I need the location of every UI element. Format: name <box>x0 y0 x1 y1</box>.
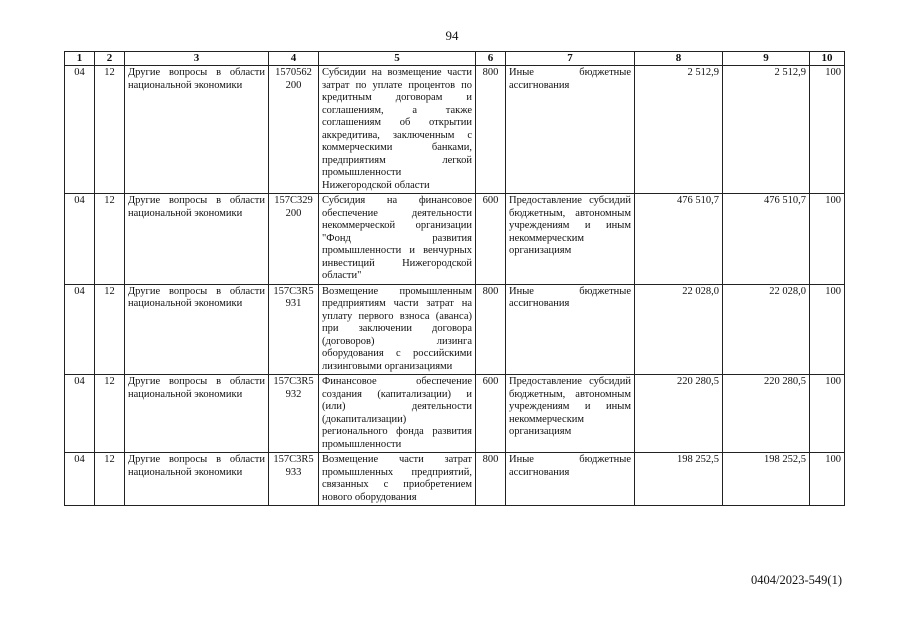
subsection-code: 12 <box>95 284 125 375</box>
article-name: Финансовое обеспечение создания (капитализации) и (или) деятельности (докапитализации) регионального фонда развития промышленности <box>319 375 476 453</box>
column-header: 5 <box>319 52 476 66</box>
target-article: 157C329 200 <box>269 194 319 285</box>
expense-type-code: 800 <box>476 66 506 194</box>
amount-col9: 476 510,7 <box>723 194 810 285</box>
percent: 100 <box>810 66 845 194</box>
target-article: 157C3R5 932 <box>269 375 319 453</box>
header-row <box>65 52 845 66</box>
section-code: 04 <box>65 453 95 506</box>
expense-type-code: 800 <box>476 284 506 375</box>
amount-col9: 220 280,5 <box>723 375 810 453</box>
subsection-code: 12 <box>95 194 125 285</box>
section-name: Другие вопросы в области национальной экономики <box>125 453 269 506</box>
percent: 100 <box>810 284 845 375</box>
column-header: 3 <box>125 52 269 66</box>
column-header: 9 <box>723 52 810 66</box>
amount-col8: 198 252,5 <box>635 453 723 506</box>
column-header: 7 <box>506 52 635 66</box>
target-article: 1570562 200 <box>269 66 319 194</box>
table-row <box>65 375 845 453</box>
amount-col8: 220 280,5 <box>635 375 723 453</box>
target-article: 157C3R5 933 <box>269 453 319 506</box>
amount-col9: 198 252,5 <box>723 453 810 506</box>
section-code: 04 <box>65 194 95 285</box>
table-row <box>65 453 845 506</box>
article-name: Возмещение части затрат промышленных предприятий, связанных с приобретением нового оборудования <box>319 453 476 506</box>
percent: 100 <box>810 194 845 285</box>
subsection-code: 12 <box>95 66 125 194</box>
expense-type-name: Иные бюджетные ассигнования <box>506 284 635 375</box>
expense-type-name: Предоставление субсидий бюджетным, автономным учреждениям и иным некоммерческим организациям <box>506 194 635 285</box>
amount-col8: 2 512,9 <box>635 66 723 194</box>
section-name: Другие вопросы в области национальной экономики <box>125 375 269 453</box>
amount-col8: 22 028,0 <box>635 284 723 375</box>
article-name: Субсидия на финансовое обеспечение деятельности некоммерческой организации "Фонд развития промышленности и венчурных инвестиций Нижегородской области" <box>319 194 476 285</box>
section-name: Другие вопросы в области национальной экономики <box>125 66 269 194</box>
amount-col8: 476 510,7 <box>635 194 723 285</box>
section-code: 04 <box>65 284 95 375</box>
article-name: Субсидии на возмещение части затрат по уплате процентов по кредитным договорам и соглашениям, а также соглашениям об открытии аккредитива, заключенным с коммерческими банками, предприятиям легкой промышленности Нижегородской области <box>319 66 476 194</box>
section-name: Другие вопросы в области национальной экономики <box>125 194 269 285</box>
column-header: 6 <box>476 52 506 66</box>
table-row <box>65 66 845 194</box>
column-header: 1 <box>65 52 95 66</box>
column-header: 8 <box>635 52 723 66</box>
expense-type-name: Иные бюджетные ассигнования <box>506 66 635 194</box>
expense-type-name: Иные бюджетные ассигнования <box>506 453 635 506</box>
expense-type-code: 600 <box>476 375 506 453</box>
column-header: 4 <box>269 52 319 66</box>
budget-table <box>64 51 845 506</box>
section-name: Другие вопросы в области национальной экономики <box>125 284 269 375</box>
section-code: 04 <box>65 66 95 194</box>
percent: 100 <box>810 375 845 453</box>
amount-col9: 2 512,9 <box>723 66 810 194</box>
subsection-code: 12 <box>95 453 125 506</box>
target-article: 157C3R5 931 <box>269 284 319 375</box>
article-name: Возмещение промышленным предприятиям части затрат на уплату первого взноса (аванса) при заключении договора (договоров) лизинга оборудования с российскими лизинговыми организациями <box>319 284 476 375</box>
percent: 100 <box>810 453 845 506</box>
table-row <box>65 194 845 285</box>
expense-type-name: Предоставление субсидий бюджетным, автономным учреждениям и иным некоммерческим организациям <box>506 375 635 453</box>
page-number: 94 <box>445 28 459 43</box>
table-row <box>65 284 845 375</box>
document-code: 0404/2023-549(1) <box>751 573 842 587</box>
column-header: 10 <box>810 52 845 66</box>
amount-col9: 22 028,0 <box>723 284 810 375</box>
expense-type-code: 600 <box>476 194 506 285</box>
expense-type-code: 800 <box>476 453 506 506</box>
column-header: 2 <box>95 52 125 66</box>
subsection-code: 12 <box>95 375 125 453</box>
section-code: 04 <box>65 375 95 453</box>
